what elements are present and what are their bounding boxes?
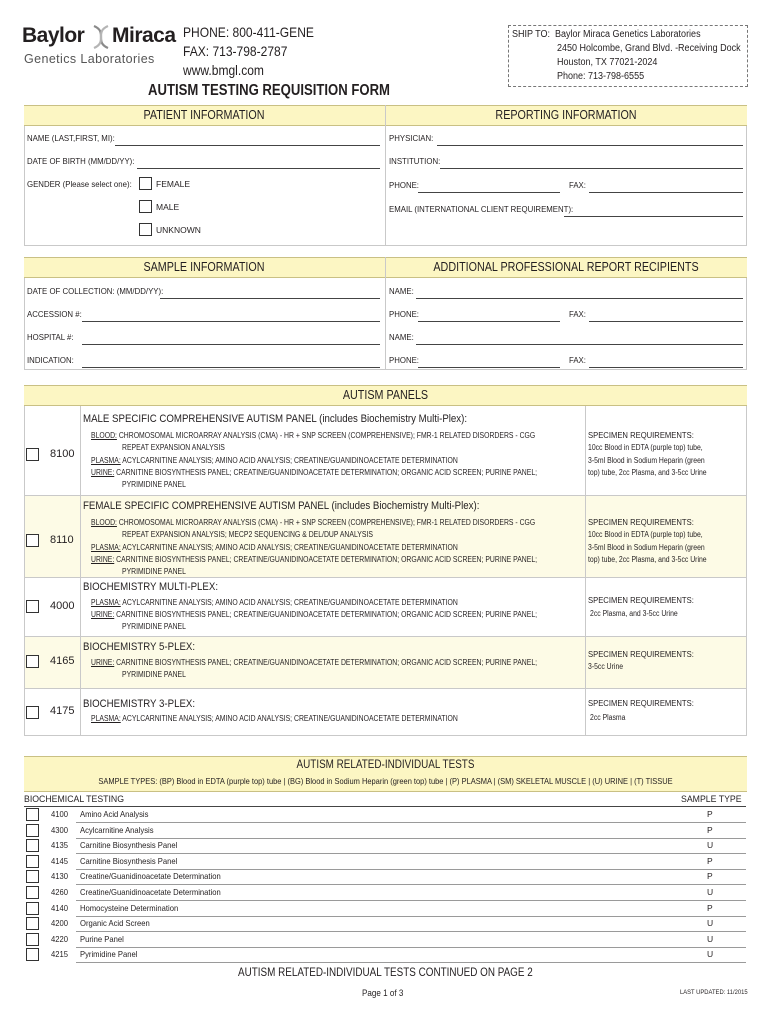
specimen-requirements-label: SPECIMEN REQUIREMENTS: xyxy=(588,517,694,527)
panel-4165-checkbox[interactable] xyxy=(26,655,39,668)
physician-field[interactable] xyxy=(437,145,743,146)
test-sample-type: U xyxy=(707,933,714,944)
test-name: Pyrimidine Panel xyxy=(80,949,138,960)
test-name: Creatine/Guanidinoacetate Determination xyxy=(80,871,221,882)
panel-line: REPEAT EXPANSION ANALYSIS xyxy=(122,443,225,452)
dob-field[interactable] xyxy=(137,168,380,169)
gender-female-label: FEMALE xyxy=(156,179,191,189)
test-checkbox[interactable] xyxy=(26,886,39,899)
form-title: AUTISM TESTING REQUISITION FORM xyxy=(148,82,390,99)
phone-number: PHONE: 800-411-GENE xyxy=(183,24,314,40)
last-updated: LAST UPDATED: 11/2015 xyxy=(680,989,748,996)
table-row xyxy=(24,916,746,932)
panel-title: BIOCHEMISTRY 3-PLEX: xyxy=(83,698,196,710)
test-checkbox[interactable] xyxy=(26,948,39,961)
panel-title: MALE SPECIFIC COMPREHENSIVE AUTISM PANEL (includes Biochemistry Multi-Plex): xyxy=(83,413,468,425)
test-checkbox[interactable] xyxy=(26,808,39,821)
physician-label: PHYSICIAN: xyxy=(389,133,434,143)
recipient2-fax-field[interactable] xyxy=(589,367,743,368)
specimen-line: 3-5ml Blood in Sodium Heparin (green xyxy=(588,543,705,552)
panel-8100-checkbox[interactable] xyxy=(26,448,39,461)
test-name: Acylcarnitine Analysis xyxy=(80,824,154,835)
panel-line: PYRIMIDINE PANEL xyxy=(122,567,186,576)
hospital-field[interactable] xyxy=(82,344,380,345)
recipient1-name-field[interactable] xyxy=(416,298,743,299)
table-row xyxy=(24,901,746,917)
test-code: 4200 xyxy=(51,918,69,929)
panel-code: 4175 xyxy=(50,705,75,717)
test-checkbox[interactable] xyxy=(26,824,39,837)
panel-4175-checkbox[interactable] xyxy=(26,706,39,719)
specimen-line: 10cc Blood in EDTA (purple top) tube, xyxy=(588,443,703,452)
panel-line: URINE: CARNITINE BIOSYNTHESIS PANEL; CREATINE/GUANIDINOACETATE DETERMINATION; ORGANIC ACID SCREEN; PURINE PANEL; xyxy=(91,610,538,619)
panel-8110-checkbox[interactable] xyxy=(26,534,39,547)
ship-to-box xyxy=(508,25,748,87)
reporting-info-title: REPORTING INFORMATION xyxy=(495,108,637,122)
patient-info-title: PATIENT INFORMATION xyxy=(143,108,265,122)
panel-code: 4000 xyxy=(50,600,75,612)
recipient1-fax-label: FAX: xyxy=(569,309,586,319)
recipient2-name-field[interactable] xyxy=(416,344,743,345)
panel-title: BIOCHEMISTRY 5-PLEX: xyxy=(83,641,196,653)
table-row xyxy=(24,869,746,885)
specimen-requirements-label: SPECIMEN REQUIREMENTS: xyxy=(588,698,694,708)
ship-to-line: Baylor Miraca Genetics Laboratories xyxy=(555,29,701,40)
test-sample-type: P xyxy=(707,824,713,835)
indication-label: INDICATION: xyxy=(27,355,74,365)
institution-label: INSTITUTION: xyxy=(389,156,441,166)
panel-line: PLASMA: ACYLCARNITINE ANALYSIS; AMINO ACID ANALYSIS; CREATINE/GUANIDINOACETATE DETERMINATION xyxy=(91,456,458,465)
specimen-line: 3-5ml Blood in Sodium Heparin (green xyxy=(588,456,705,465)
recipient2-fax-label: FAX: xyxy=(569,355,586,365)
test-code: 4130 xyxy=(51,871,69,882)
test-code: 4220 xyxy=(51,933,69,944)
gender-unknown-checkbox[interactable] xyxy=(139,223,152,236)
dob-label: DATE OF BIRTH (MM/DD/YY): xyxy=(27,156,135,166)
recipient2-phone-field[interactable] xyxy=(418,367,560,368)
recipient1-phone-label: PHONE: xyxy=(389,309,419,319)
panel-title: BIOCHEMISTRY MULTI-PLEX: xyxy=(83,581,219,593)
test-sample-type: P xyxy=(707,902,713,913)
test-code: 4145 xyxy=(51,855,69,866)
test-name: Organic Acid Screen xyxy=(80,918,150,929)
test-checkbox[interactable] xyxy=(26,855,39,868)
test-sample-type: P xyxy=(707,809,713,819)
test-sample-type: U xyxy=(707,887,714,897)
specimen-requirements-label: SPECIMEN REQUIREMENTS: xyxy=(588,649,694,659)
test-sample-type: U xyxy=(707,840,714,851)
panel-line: PLASMA: ACYLCARNITINE ANALYSIS; AMINO ACID ANALYSIS; CREATINE/GUANIDINOACETATE DETERMINATION xyxy=(91,598,458,607)
dna-helix-icon xyxy=(90,24,112,50)
gender-male-checkbox[interactable] xyxy=(139,200,152,213)
gender-label: GENDER (Please select one): xyxy=(27,179,132,189)
table-row xyxy=(24,947,746,963)
panel-line: REPEAT EXPANSION ANALYSIS; MECP2 SEQUENCING & DEL/DUP ANALYSIS xyxy=(122,530,373,539)
test-name: Carnitine Biosynthesis Panel xyxy=(80,855,178,866)
panel-code: 8100 xyxy=(50,448,75,460)
test-checkbox[interactable] xyxy=(26,902,39,915)
individual-tests-title: AUTISM RELATED-INDIVIDUAL TESTS xyxy=(296,759,475,771)
test-sample-type: P xyxy=(707,855,713,866)
panel-line: BLOOD: CHROMOSOMAL MICROARRAY ANALYSIS (CMA) - HR + SNP SCREEN (COMPREHENSIVE); FMR-1 RELATED DISORDERS - CGG xyxy=(91,431,536,440)
gender-female-checkbox[interactable] xyxy=(139,177,152,190)
gender-unknown-label: UNKNOWN xyxy=(156,225,201,235)
test-code: 4215 xyxy=(51,949,69,960)
test-checkbox[interactable] xyxy=(26,933,39,946)
panel-code: 4165 xyxy=(50,655,75,667)
recipients-title: ADDITIONAL PROFESSIONAL REPORT RECIPIENTS xyxy=(433,260,699,274)
panel-code: 8110 xyxy=(50,534,74,546)
sample-types-legend: SAMPLE TYPES: (BP) Blood in EDTA (purple top) tube | (BG) Blood in Sodium Heparin (green top) tube | (P) PLASMA | (SM) SKELETAL MUSCLE | (U) URINE | (T) TISSUE xyxy=(98,776,673,786)
fax-number: FAX: 713-798-2787 xyxy=(183,43,288,59)
specimen-line: 10cc Blood in EDTA (purple top) tube, xyxy=(588,530,703,539)
specimen-line: top) tube, 2cc Plasma, and 3-5cc Urine xyxy=(588,555,707,564)
reporting-phone-field[interactable] xyxy=(418,192,560,193)
specimen-line: top) tube, 2cc Plasma, and 3-5cc Urine xyxy=(588,468,707,477)
autism-panels-title: AUTISM PANELS xyxy=(342,388,429,402)
test-name: Amino Acid Analysis xyxy=(80,809,149,819)
test-code: 4140 xyxy=(51,902,69,913)
sample-info-title: SAMPLE INFORMATION xyxy=(143,260,265,274)
test-code: 4100 xyxy=(51,809,69,819)
test-code: 4135 xyxy=(51,840,69,851)
test-checkbox[interactable] xyxy=(26,839,39,852)
table-row xyxy=(24,854,746,870)
recipient1-phone-field[interactable] xyxy=(418,321,560,322)
panel-4000-checkbox[interactable] xyxy=(26,600,39,613)
panel-line: BLOOD: CHROMOSOMAL MICROARRAY ANALYSIS (CMA) - HR + SNP SCREEN (COMPREHENSIVE); FMR-1 RELATED DISORDERS - CGG xyxy=(91,518,536,527)
page-number: Page 1 of 3 xyxy=(362,988,404,998)
ship-to-line: Phone: 713-798-6555 xyxy=(557,71,645,82)
panel-title: FEMALE SPECIFIC COMPREHENSIVE AUTISM PANEL (includes Biochemistry Multi-Plex): xyxy=(83,500,480,512)
test-sample-type: P xyxy=(707,871,713,882)
test-name: Creatine/Guanidinoacetate Determination xyxy=(80,887,221,897)
company-logo xyxy=(20,24,176,72)
table-row xyxy=(24,885,746,901)
table-row xyxy=(24,823,746,839)
biochemical-testing-label: BIOCHEMICAL TESTING xyxy=(24,794,125,805)
sample-type-header: SAMPLE TYPE xyxy=(681,794,742,805)
patient-name-label: NAME (LAST,FIRST, MI): xyxy=(27,133,115,143)
specimen-line: 3-5cc Urine xyxy=(588,662,624,671)
patient-reporting-section xyxy=(24,126,747,246)
institution-field[interactable] xyxy=(440,168,743,169)
website-link[interactable]: www.bmgl.com xyxy=(183,62,264,78)
table-row xyxy=(24,807,746,823)
logo-subtitle: Genetics Laboratories xyxy=(24,52,155,66)
table-row xyxy=(24,838,746,854)
test-checkbox[interactable] xyxy=(26,870,39,883)
collection-date-field[interactable] xyxy=(160,298,380,299)
accession-label: ACCESSION #: xyxy=(27,309,82,319)
panel-line: URINE: CARNITINE BIOSYNTHESIS PANEL; CREATINE/GUANIDINOACETATE DETERMINATION; ORGANIC ACID SCREEN; PURINE PANEL; xyxy=(91,658,538,667)
continued-note: AUTISM RELATED-INDIVIDUAL TESTS CONTINUED ON PAGE 2 xyxy=(237,967,533,979)
hospital-label: HOSPITAL #: xyxy=(27,332,74,342)
individual-tests-header xyxy=(24,756,747,792)
test-name: Carnitine Biosynthesis Panel xyxy=(80,840,178,851)
logo-baylor: Baylor xyxy=(22,24,85,47)
indication-field[interactable] xyxy=(82,367,380,368)
test-sample-type: U xyxy=(707,918,714,929)
panel-line: URINE: CARNITINE BIOSYNTHESIS PANEL; CREATINE/GUANIDINOACETATE DETERMINATION; ORGANIC ACID SCREEN; PURINE PANEL; xyxy=(91,468,538,477)
test-name: Purine Panel xyxy=(80,933,124,944)
panel-line: PYRIMIDINE PANEL xyxy=(122,622,186,631)
accession-field[interactable] xyxy=(82,321,380,322)
specimen-line: 2cc Plasma, and 3-5cc Urine xyxy=(590,609,678,618)
email-field[interactable] xyxy=(564,216,743,217)
panel-line: PYRIMIDINE PANEL xyxy=(122,670,186,679)
logo-miraca: Miraca xyxy=(112,24,176,47)
panel-line: PLASMA: ACYLCARNITINE ANALYSIS; AMINO ACID ANALYSIS; CREATINE/GUANIDINOACETATE DETERMINATION xyxy=(91,543,458,552)
recipient1-name-label: NAME: xyxy=(389,286,414,296)
test-checkbox[interactable] xyxy=(26,917,39,930)
email-label: EMAIL (INTERNATIONAL CLIENT REQUIREMENT): xyxy=(389,204,574,214)
panel-line: PLASMA: ACYLCARNITINE ANALYSIS; AMINO ACID ANALYSIS; CREATINE/GUANIDINOACETATE DETERMINATION xyxy=(91,714,458,723)
test-code: 4260 xyxy=(51,887,69,897)
reporting-fax-label: FAX: xyxy=(569,180,586,190)
ship-to-line: 2450 Holcombe, Grand Blvd. -Receiving Dock xyxy=(557,43,741,54)
test-name: Homocysteine Determination xyxy=(80,902,179,913)
specimen-requirements-label: SPECIMEN REQUIREMENTS: xyxy=(588,430,694,440)
ship-to-line: Houston, TX 77021-2024 xyxy=(557,57,658,68)
ship-to-label: SHIP TO: xyxy=(512,29,551,40)
recipient2-name-label: NAME: xyxy=(389,332,414,342)
panel-line: PYRIMIDINE PANEL xyxy=(122,480,186,489)
reporting-phone-label: PHONE: xyxy=(389,180,419,190)
gender-male-label: MALE xyxy=(156,202,180,212)
reporting-fax-field[interactable] xyxy=(589,192,743,193)
specimen-line: 2cc Plasma xyxy=(590,713,626,722)
specimen-requirements-label: SPECIMEN REQUIREMENTS: xyxy=(588,595,694,605)
autism-panels-header xyxy=(24,385,747,406)
recipient2-phone-label: PHONE: xyxy=(389,355,419,365)
collection-date-label: DATE OF COLLECTION: (MM/DD/YY): xyxy=(27,286,164,296)
test-code: 4300 xyxy=(51,824,69,835)
panel-line: URINE: CARNITINE BIOSYNTHESIS PANEL; CREATINE/GUANIDINOACETATE DETERMINATION; ORGANIC ACID SCREEN; PURINE PANEL; xyxy=(91,555,538,564)
test-sample-type: U xyxy=(707,949,714,960)
recipient1-fax-field[interactable] xyxy=(589,321,743,322)
table-row xyxy=(24,932,746,948)
patient-name-field[interactable] xyxy=(115,145,380,146)
